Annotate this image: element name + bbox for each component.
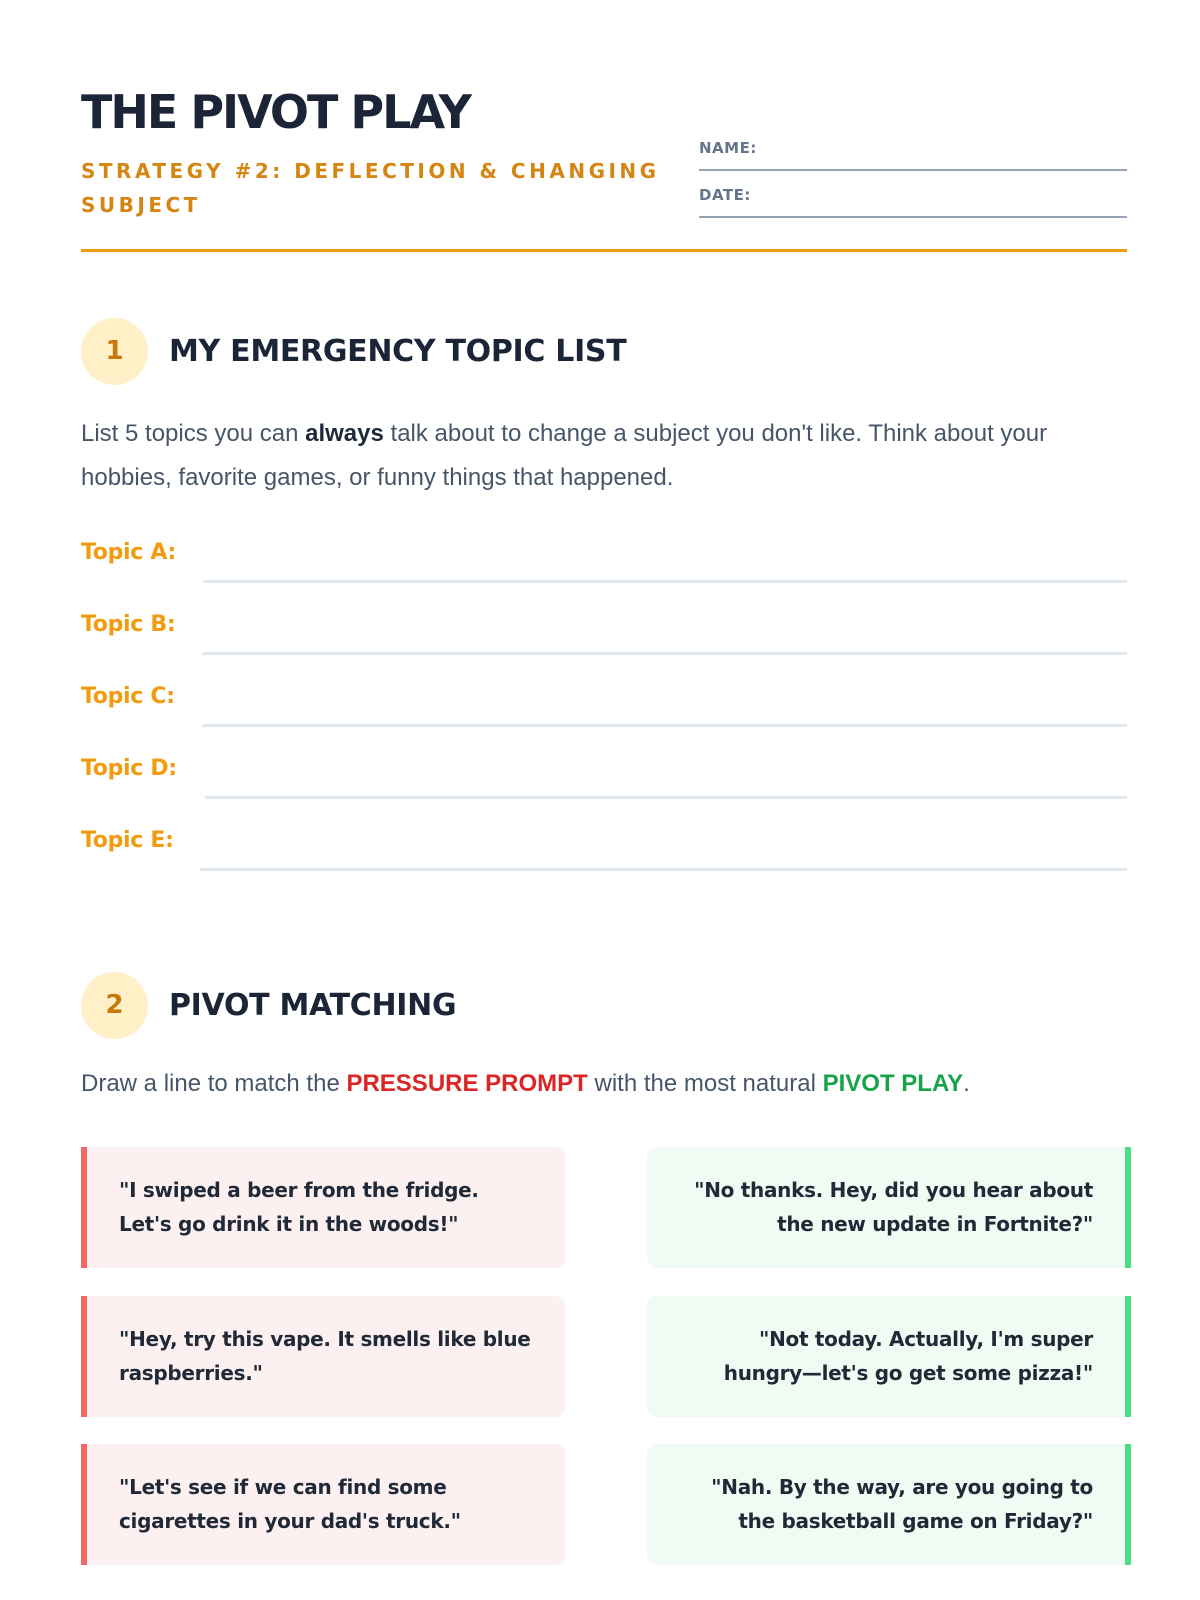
pressure-prompt-keyword: PRESSURE PROMPT	[346, 1070, 588, 1097]
pressure-prompt-card[interactable]: "Hey, try this vape. It smells like blue raspberries."	[81, 1296, 565, 1417]
pivot-play-card[interactable]: "No thanks. Hey, did you hear about the new update in Fortnite?"	[647, 1147, 1131, 1268]
page-subtitle: STRATEGY #2: DEFLECTION & CHANGING SUBJECT	[81, 159, 660, 217]
name-field[interactable]	[699, 139, 1127, 171]
topic-label: Topic D:	[81, 756, 177, 781]
topic-row-b	[81, 608, 1127, 658]
pivot-play-card[interactable]: "Nah. By the way, are you going to the basketball game on Friday?"	[647, 1444, 1131, 1565]
section-1-title: MY EMERGENCY TOPIC LIST	[169, 334, 627, 369]
pressure-prompt-card[interactable]: "I swiped a beer from the fridge. Let's go drink it in the woods!"	[81, 1147, 565, 1268]
section-2-title: PIVOT MATCHING	[169, 988, 457, 1023]
intro-text-end: talk about to change a subject you don't like. Think about your hobbies, favorite games, or funny things that happened.	[81, 420, 1048, 491]
topic-answer-line[interactable]	[202, 724, 1127, 727]
page-title: THE PIVOT PLAY	[81, 85, 470, 139]
section-2-instructions	[81, 1064, 970, 1104]
pressure-prompt-card[interactable]: "Let's see if we can find some cigarettes in your dad's truck."	[81, 1444, 565, 1565]
date-label: DATE:	[699, 186, 751, 204]
pivot-play-keyword: PIVOT PLAY	[822, 1070, 964, 1097]
worksheet-header	[81, 84, 1127, 252]
topic-answer-line[interactable]	[200, 868, 1127, 871]
section-1-number-badge: 1	[81, 318, 148, 385]
section-1-heading	[81, 318, 1127, 386]
intro-text-start: List 5 topics you can	[81, 420, 306, 447]
topic-label: Topic E:	[81, 828, 174, 853]
topic-label: Topic A:	[81, 540, 177, 565]
instr-text-end: .	[963, 1070, 970, 1097]
topic-label: Topic B:	[81, 612, 176, 637]
section-1-instructions	[81, 412, 1127, 500]
topic-answer-line[interactable]	[203, 580, 1127, 583]
topic-row-c	[81, 680, 1127, 730]
topic-answer-line[interactable]	[202, 652, 1127, 655]
topic-row-d	[81, 752, 1127, 802]
topic-row-a	[81, 536, 1127, 586]
worksheet-page	[81, 0, 1127, 1600]
instr-text-middle: with the most natural	[587, 1070, 823, 1097]
pivot-play-card[interactable]: "Not today. Actually, I'm super hungry—let's go get some pizza!"	[647, 1296, 1131, 1417]
date-field[interactable]	[699, 186, 1127, 218]
topic-label: Topic C:	[81, 684, 175, 709]
topic-answer-line[interactable]	[205, 796, 1127, 799]
instr-text-start: Draw a line to match the	[81, 1070, 347, 1097]
name-label: NAME:	[699, 139, 757, 157]
topic-row-e	[81, 824, 1127, 874]
section-2-heading	[81, 972, 1127, 1040]
intro-bold-word: always	[305, 420, 384, 447]
section-2-number-badge: 2	[81, 972, 148, 1039]
